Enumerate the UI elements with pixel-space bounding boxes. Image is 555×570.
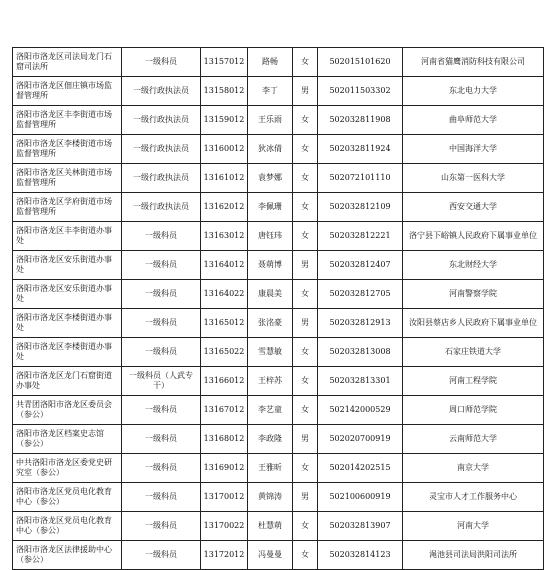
ticket-number-cell: 502032812705 [318,280,403,309]
position-cell: 一级科员 [122,512,201,541]
position-code-cell: 13162012 [201,193,248,222]
position-cell: 一级科员 [122,541,201,570]
position-code-cell: 13160012 [201,135,248,164]
position-cell: 一级科员 [122,425,201,454]
position-code-cell: 13165012 [201,309,248,338]
position-code-cell: 13169012 [201,454,248,483]
position-code-cell: 13166012 [201,367,248,396]
ticket-number-cell: 502032813907 [318,512,403,541]
table-row [13,164,544,193]
gender-cell: 男 [293,425,318,454]
gender-cell: 女 [293,193,318,222]
gender-cell: 女 [293,48,318,77]
position-code-cell: 13164012 [201,251,248,280]
position-cell: 一级行政执法员 [122,193,201,222]
unit-cell: 洛阳市洛龙区司法局龙门石窟司法所 [13,48,122,77]
name-cell: 王乐雨 [248,106,293,135]
table-row [13,454,544,483]
position-cell: 一级科员 [122,48,201,77]
name-cell: 狄冰倩 [248,135,293,164]
ticket-number-cell: 502032813301 [318,367,403,396]
school-or-employer-cell: 石家庄铁道大学 [403,338,544,367]
position-cell: 一级科员 [122,309,201,338]
position-cell: 一级行政执法员 [122,164,201,193]
name-cell: 张洺豪 [248,309,293,338]
name-cell: 黄锦涛 [248,483,293,512]
table-body [13,48,544,570]
school-or-employer-cell: 周口师范学院 [403,396,544,425]
gender-cell: 女 [293,396,318,425]
position-code-cell: 13157012 [201,48,248,77]
unit-cell: 洛阳市洛龙区佃庄镇市场监督管理所 [13,77,122,106]
unit-cell: 洛阳市洛龙区李楼街道市场监督管理所 [13,135,122,164]
position-code-cell: 13170022 [201,512,248,541]
name-cell: 康晨美 [248,280,293,309]
ticket-number-cell: 502032812407 [318,251,403,280]
ticket-number-cell: 502032814123 [318,541,403,570]
gender-cell: 女 [293,164,318,193]
table-row [13,541,544,570]
school-or-employer-cell: 河南警察学院 [403,280,544,309]
table-row [13,338,544,367]
unit-cell: 洛阳市洛龙区丰李街道办事处 [13,222,122,251]
ticket-number-cell: 502020700919 [318,425,403,454]
position-code-cell: 13158012 [201,77,248,106]
table-row [13,512,544,541]
table-row [13,77,544,106]
unit-cell: 洛阳市洛龙区李楼街道办事处 [13,338,122,367]
ticket-number-cell: 502011503302 [318,77,403,106]
ticket-number-cell: 502032813008 [318,338,403,367]
school-or-employer-cell: 洛宁县下峪镇人民政府下属事业单位 [403,222,544,251]
name-cell: 杜慧萌 [248,512,293,541]
ticket-number-cell: 502032812913 [318,309,403,338]
unit-cell: 洛阳市洛龙区关林街道市场监督管理所 [13,164,122,193]
unit-cell: 洛阳市洛龙区党员电化教育中心（参公） [13,483,122,512]
gender-cell: 女 [293,222,318,251]
name-cell: 聂萌博 [248,251,293,280]
position-cell: 一级行政执法员 [122,106,201,135]
school-or-employer-cell: 云南师范大学 [403,425,544,454]
ticket-number-cell: 502015101620 [318,48,403,77]
school-or-employer-cell: 河南大学 [403,512,544,541]
unit-cell: 洛阳市洛龙区丰李街道市场监督管理所 [13,106,122,135]
table-row [13,251,544,280]
unit-cell: 洛阳市洛龙区安乐街道办事处 [13,251,122,280]
ticket-number-cell: 502032811924 [318,135,403,164]
gender-cell: 男 [293,309,318,338]
position-code-cell: 13161012 [201,164,248,193]
position-cell: 一级科员 [122,338,201,367]
name-cell: 李艺童 [248,396,293,425]
school-or-employer-cell: 河南工程学院 [403,367,544,396]
table-row [13,280,544,309]
school-or-employer-cell: 南京大学 [403,454,544,483]
gender-cell: 男 [293,251,318,280]
gender-cell: 女 [293,367,318,396]
table-row [13,425,544,454]
results-table-page [12,47,544,570]
school-or-employer-cell: 河南省猫鹰消防科技有限公司 [403,48,544,77]
table-row [13,135,544,164]
school-or-employer-cell: 中国海洋大学 [403,135,544,164]
gender-cell: 女 [293,454,318,483]
gender-cell: 女 [293,106,318,135]
results-table [12,47,544,570]
table-row [13,396,544,425]
school-or-employer-cell: 汝阳县蔡店乡人民政府下属事业单位 [403,309,544,338]
position-cell: 一级科员 [122,454,201,483]
ticket-number-cell: 502100600919 [318,483,403,512]
unit-cell: 洛阳市洛龙区安乐街道办事处 [13,280,122,309]
position-code-cell: 13172012 [201,541,248,570]
position-cell: 一级科员 [122,251,201,280]
name-cell: 袁梦娜 [248,164,293,193]
position-cell: 一级科员 [122,396,201,425]
table-row [13,367,544,396]
name-cell: 李丁 [248,77,293,106]
gender-cell: 男 [293,77,318,106]
name-cell: 雪慧敏 [248,338,293,367]
gender-cell: 女 [293,512,318,541]
table-row [13,222,544,251]
name-cell: 李佩珊 [248,193,293,222]
ticket-number-cell: 502072101110 [318,164,403,193]
table-row [13,309,544,338]
school-or-employer-cell: 渑池县司法局洪阳司法所 [403,541,544,570]
ticket-number-cell: 502032811908 [318,106,403,135]
position-cell: 一级行政执法员 [122,135,201,164]
position-code-cell: 13167012 [201,396,248,425]
gender-cell: 女 [293,280,318,309]
unit-cell: 中共洛阳市洛龙区委党史研究室（参公） [13,454,122,483]
position-code-cell: 13164022 [201,280,248,309]
position-cell: 一级科员 [122,483,201,512]
unit-cell: 洛阳市洛龙区学府街道市场监督管理所 [13,193,122,222]
position-code-cell: 13170012 [201,483,248,512]
school-or-employer-cell: 西安交通大学 [403,193,544,222]
school-or-employer-cell: 曲阜师范大学 [403,106,544,135]
table-row [13,106,544,135]
ticket-number-cell: 502032812221 [318,222,403,251]
table-row [13,483,544,512]
school-or-employer-cell: 东北财经大学 [403,251,544,280]
unit-cell: 洛阳市洛龙区法律援助中心（参公） [13,541,122,570]
position-code-cell: 13163012 [201,222,248,251]
position-cell: 一级科员 [122,280,201,309]
gender-cell: 男 [293,483,318,512]
name-cell: 李政隆 [248,425,293,454]
gender-cell: 女 [293,135,318,164]
school-or-employer-cell: 东北电力大学 [403,77,544,106]
gender-cell: 女 [293,541,318,570]
ticket-number-cell: 502014202515 [318,454,403,483]
unit-cell: 共青团洛阳市洛龙区委员会（参公） [13,396,122,425]
name-cell: 冯曼曼 [248,541,293,570]
gender-cell: 女 [293,338,318,367]
school-or-employer-cell: 山东第一医科大学 [403,164,544,193]
position-cell: 一级科员 [122,222,201,251]
name-cell: 王雅昕 [248,454,293,483]
position-code-cell: 13159012 [201,106,248,135]
position-cell: 一级科员（人武专干） [122,367,201,396]
unit-cell: 洛阳市洛龙区李楼街道办事处 [13,309,122,338]
name-cell: 路畅 [248,48,293,77]
position-cell: 一级行政执法员 [122,77,201,106]
unit-cell: 洛阳市洛龙区龙门石窟街道办事处 [13,367,122,396]
table-row [13,193,544,222]
ticket-number-cell: 502142000529 [318,396,403,425]
table-row [13,48,544,77]
position-code-cell: 13168012 [201,425,248,454]
position-code-cell: 13165022 [201,338,248,367]
name-cell: 王梓苏 [248,367,293,396]
name-cell: 唐钰玮 [248,222,293,251]
unit-cell: 洛阳市洛龙区党员电化教育中心（参公） [13,512,122,541]
ticket-number-cell: 502032812109 [318,193,403,222]
school-or-employer-cell: 灵宝市人才工作服务中心 [403,483,544,512]
unit-cell: 洛阳市洛龙区档案史志馆（参公） [13,425,122,454]
